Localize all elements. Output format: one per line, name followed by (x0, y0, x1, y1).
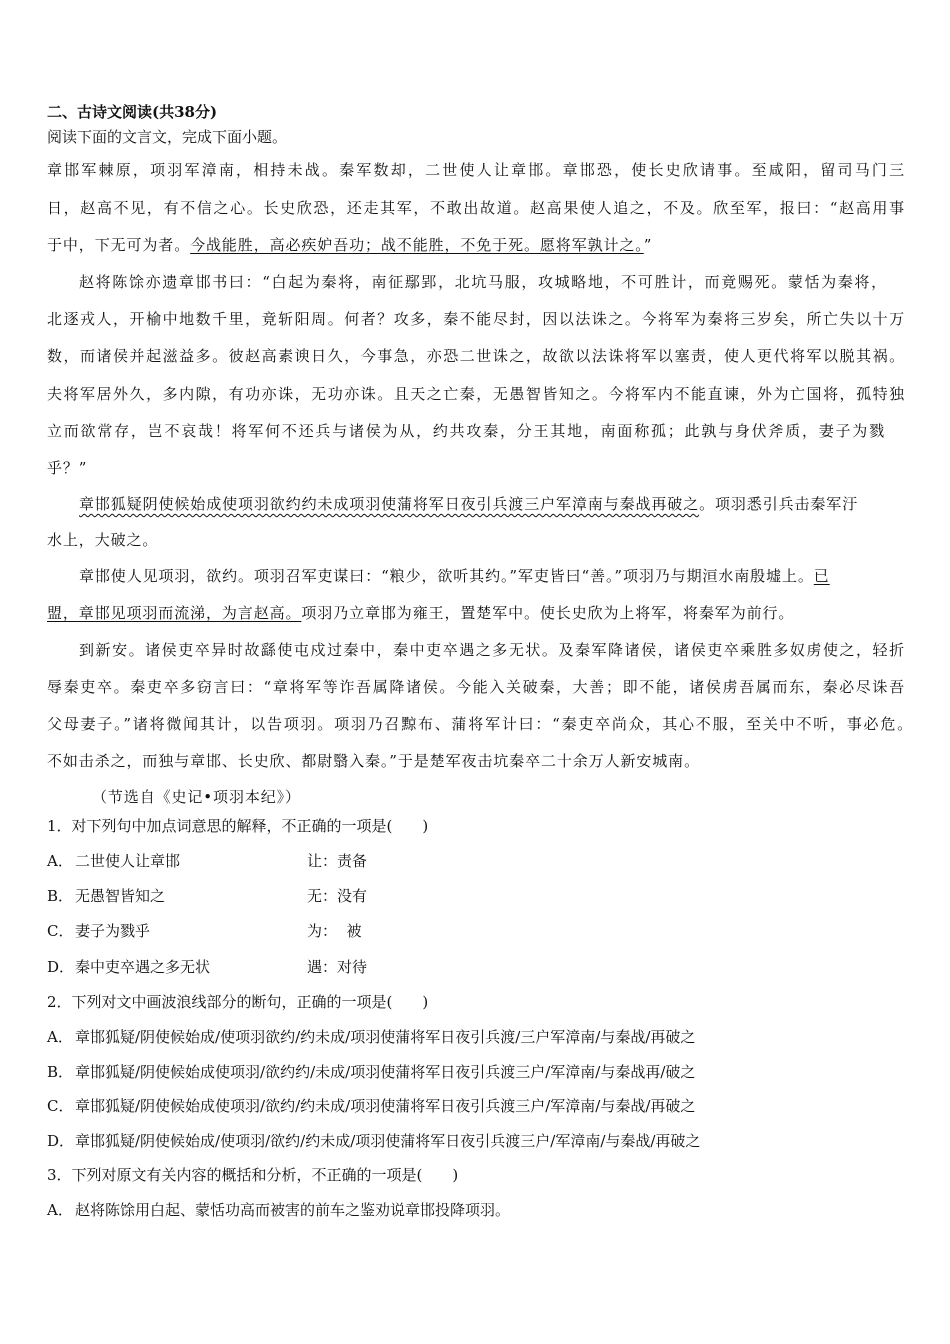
question-2-option-b[interactable]: B． 章邯狐疑/阴使候始成使项羽/欲约约/未成/项羽使蒲将军日夜引兵渡三户/军漳南/与秦战再/破之 (47, 1063, 696, 1081)
passage-text: 于中，下无可为者。 (47, 236, 191, 254)
passage-text: 章邯使人见项羽，欲约。项羽召军吏谋曰：“粮少，欲听其约。”军吏皆曰“善。”项羽乃与期洹水南殷墟上。 (79, 567, 814, 585)
question-1-option-c[interactable]: C． 妻子为戮乎 为： 被 (47, 922, 362, 940)
passage-line: 父母妻子。”诸将微闻其计，以告项羽。项羽乃召黥布、蒲将军计曰：“秦吏卒尚众，其心不服，至关中不听，事必危。 (47, 715, 913, 733)
passage-line (79, 566, 830, 586)
underlined-sentence: 今战能胜，高必疾妒吾功；战不能胜，不免于死。愿将军孰计之。 (190, 236, 644, 254)
section-title: 二、古诗文阅读(共38分) (47, 103, 218, 121)
passage-line: 到新安。诸侯吏卒异时故繇使屯戍过秦中，秦中吏卒遇之多无状。及秦军降诸侯，诸侯吏卒乘胜多奴虏使之，轻折 (79, 641, 905, 659)
passage-line (79, 494, 858, 514)
passage-source: （节选自《史记•项羽本纪》） (92, 788, 301, 806)
passage-text: 项羽乃立章邯为雍王，置楚军中。使长史欣为上将军，将秦军为前行。 (301, 604, 795, 622)
passage-line: 乎？” (47, 459, 88, 477)
passage-text: ” (643, 236, 653, 254)
question-1-option-b[interactable]: B． 无愚智皆知之 无：没有 (47, 887, 368, 905)
passage-line (47, 235, 652, 255)
passage-line: 水上，大破之。 (47, 531, 159, 549)
question-3-option-a[interactable]: A． 赵将陈馀用白起、蒙恬功高而被害的前车之鉴劝说章邯投降项羽。 (47, 1201, 511, 1219)
passage-line: 夫将军居外久，多内隙，有功亦诛，无功亦诛。且天之亡秦，无愚智皆知之。今将军内不能直谏，外为亡国将，孤特独 (47, 385, 905, 403)
passage-line: 数，而诸侯并起滋益多。彼赵高素谀日久，今事急，亦恐二世诛之，故欲以法诛将军以塞责，使人更代将军以脱其祸。 (47, 347, 905, 365)
underlined-sentence: 已 (813, 567, 830, 585)
passage-line: 北逐戎人，开榆中地数千里，竟斩阳周。何者？攻多，秦不能尽封，因以法诛之。今将军为秦将三岁矣，所亡失以十万 (47, 310, 905, 328)
question-2-option-d[interactable]: D．章邯狐疑/阴使候始成/使项羽/欲约/约未成/项羽使蒲将军日夜引兵渡三户/军漳南/与秦战/再破之 (47, 1132, 701, 1150)
question-1-option-a[interactable]: A． 二世使人让章邯 让：责备 (47, 852, 368, 870)
question-2-option-c[interactable]: C． 章邯狐疑/阴使候始成使项羽/欲约/约未成/项羽使蒲将军日夜引兵渡三户/军漳南/与秦战/再破之 (47, 1097, 696, 1115)
wavy-underlined-sentence: 章邯狐疑阴使候始成使项羽欲约约未成项羽使蒲将军日夜引兵渡三户军漳南与秦战再破之 (79, 495, 700, 513)
question-1-option-d[interactable]: D．秦中吏卒遇之多无状 遇：对待 (47, 958, 368, 976)
question-2-option-a[interactable]: A． 章邯狐疑/阴使候始成/使项羽欲约/约未成/项羽使蒲将军日夜引兵渡/三户军漳南/与秦战/再破之 (47, 1028, 696, 1046)
passage-line (47, 603, 794, 623)
passage-line: 立而欲常存，岂不哀哉！将军何不还兵与诸侯为从，约共攻秦，分王其地，南面称孤；此孰与身伏斧质，妻子为戮 (47, 422, 885, 440)
passage-line: 赵将陈馀亦遗章邯书曰：“白起为秦将，南征鄢郢，北坑马服，攻城略地，不可胜计，而竟赐死。蒙恬为秦将， (79, 273, 887, 291)
question-1-stem: 1．对下列句中加点词意思的解释，不正确的一项是( ) (47, 817, 429, 835)
question-3-stem: 3．下列对原文有关内容的概括和分析，不正确的一项是( ) (47, 1166, 459, 1184)
underlined-sentence: 盟，章邯见项羽而流涕，为言赵高。 (47, 604, 302, 622)
passage-line: 章邯军棘原，项羽军漳南，相持未战。秦军数却，二世使人让章邯。章邯恐，使长史欣请事。至咸阳，留司马门三 (47, 161, 905, 179)
passage-line: 辱秦吏卒。秦吏卒多窃言曰：“章将军等诈吾属降诸侯。今能入关破秦，大善；即不能，诸侯虏吾属而东，秦必尽诛吾 (47, 678, 905, 696)
question-2-stem: 2．下列对文中画波浪线部分的断句，正确的一项是( ) (47, 993, 429, 1011)
passage-line: 日，赵高不见，有不信之心。长史欣恐，还走其军，不敢出故道。赵高果使人追之，不及。欣至军，报曰：“赵高用事 (47, 199, 905, 217)
passage-text: 。项羽悉引兵击秦军汙 (699, 495, 859, 513)
section-instruction: 阅读下面的文言文，完成下面小题。 (47, 128, 288, 146)
passage-line: 不如击杀之，而独与章邯、长史欣、都尉翳入秦。”于是楚军夜击坑秦卒二十余万人新安城南。 (47, 752, 700, 770)
